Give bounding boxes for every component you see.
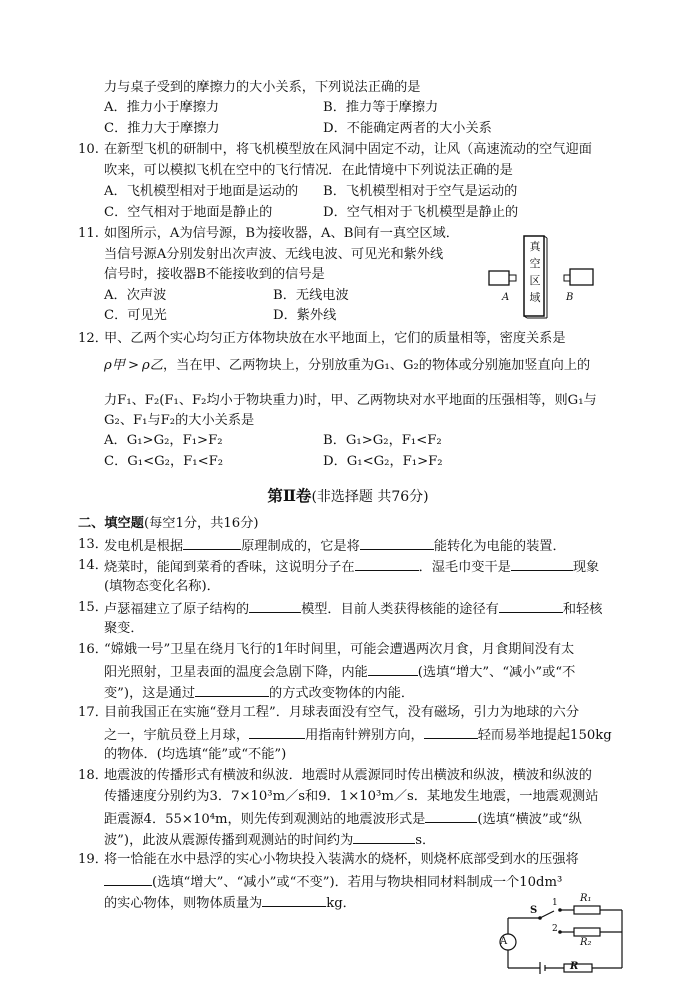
q19-number: 19． (78, 852, 108, 867)
q16-text-c: 变”)，这是通过 (104, 686, 196, 701)
q13-text-c: 能转化为电能的装置． (433, 539, 566, 554)
q14-text-c: 现象 (572, 560, 600, 575)
q10-option-b: B．飞机模型相对于空气是运动的 (323, 184, 518, 199)
signal-source-label: A (502, 292, 510, 303)
q18-text-a: 距震源4．55×10⁴m，则先传到观测站的地震波形式是 (104, 812, 426, 827)
q12-option-d: D．G₁<G₂，F₁>F₂ (323, 454, 443, 469)
q14-text-a: 烧菜时，能闻到菜肴的香味，这说明分子在 (104, 560, 355, 575)
q13-text-a: 发电机是根据 (104, 539, 184, 554)
q10-stem-line2: 吹来，可以模拟飞机在空中的飞行情况．在此情境中下列说法正确的是 (104, 163, 513, 178)
q17-line2 (104, 725, 612, 745)
q17-line1: 目前我国正在实施“登月工程”．月球表面没有空气，没有磁场，引力为地球的六分 (104, 705, 580, 720)
q18-text-d: s． (415, 833, 436, 848)
q11-option-a: A．次声波 (104, 288, 167, 303)
q13-line (104, 536, 566, 556)
q13-text-b: 原理制成的，它是将 (241, 539, 360, 554)
q11-stem-line1: 如图所示，A为信号源，B为接收器，A、B间有一真空区域． (104, 226, 459, 241)
q17-blank-1[interactable] (249, 725, 305, 739)
q12-number: 12． (78, 331, 108, 346)
q15-number: 15． (78, 600, 108, 615)
q11-option-d: D．紫外线 (273, 308, 337, 323)
q19-blank-1[interactable] (104, 872, 152, 886)
q13-blank-1[interactable] (183, 536, 241, 550)
q11-option-b: B．无线电波 (273, 288, 349, 303)
q16-text-a: 阳光照射，卫星表面的温度会急剧下降，内能 (104, 665, 368, 680)
q12-stem-line2-text: ，当在甲、乙两物块上，分别放重为G₁、G₂的物体或分别施加竖直向上的 (162, 358, 591, 373)
r-label: R (570, 961, 579, 972)
q9-option-c: C．推力大于摩擦力 (104, 121, 220, 136)
q18-line1: 地震波的传播形式有横波和纵波．地震时从震源同时传出横波和纵波，横波和纵波的 (104, 768, 592, 783)
q12-option-c: C．G₁<G₂，F₁<F₂ (104, 454, 224, 469)
q14-text-b: ．湿毛巾变干是 (418, 560, 511, 575)
q15-text-c: 和轻核 (562, 602, 603, 617)
q14-blank-1[interactable] (355, 557, 419, 571)
q16-line1: “嫦娥一号”卫星在绕月飞行的1年时间里，可能会遭遇两次月食，月食期间没有太 (104, 642, 575, 657)
q12-option-a: A．G₁>G₂，F₁>F₂ (104, 433, 223, 448)
q12-stem-line3: 力F₁、F₂(F₁、F₂均小于物块重力)时，甲、乙两物块对水平地面的压强相等，则G₁与 (104, 393, 597, 408)
q19-text-c: kg． (326, 896, 356, 911)
q19-line3 (104, 893, 356, 913)
q18-text-c: 波”)，此波从震源传播到观测站的时间约为 (104, 833, 354, 848)
q18-line2: 传播速度分别约为3．7×10³m／s和9．1×10³m／s．某地发生地震，一地震观测站 (104, 789, 599, 804)
vacuum-region-figure (488, 232, 604, 320)
q19-text-a: (选填“增大”、“减小”或“不变”)．若用与物块相同材料制成一个10dm³ (152, 875, 563, 890)
q11-number: 11. (78, 226, 99, 241)
q19-line2 (104, 872, 562, 892)
q13-blank-2[interactable] (360, 536, 434, 550)
section2-heading-title: 二、填空题 (78, 516, 144, 531)
q15-text-b: 模型．目前人类获得核能的途径有 (301, 602, 499, 617)
q16-blank-2[interactable] (195, 683, 269, 697)
terminal-1-label: 1 (552, 898, 558, 908)
q14-blank-2[interactable] (511, 557, 573, 571)
q18-line4 (104, 830, 435, 850)
greater-than: > (127, 358, 140, 373)
q15-blank-2[interactable] (499, 599, 563, 613)
q14-line1 (104, 557, 599, 577)
q17-number: 17． (78, 705, 108, 720)
part2-title (0, 484, 696, 506)
terminal-2-label: 2 (552, 924, 558, 934)
q9-option-d: D．不能确定两者的大小关系 (323, 121, 492, 136)
q10-number: 10. (78, 142, 99, 157)
q16-line2 (104, 662, 575, 682)
ammeter-label: A (500, 936, 508, 947)
switch-label: S (530, 905, 538, 916)
q17-text-c: 轻而易举地提起150kg (477, 728, 612, 743)
q18-number: 18． (78, 768, 108, 783)
q9-stem-tail: 力与桌子受到的摩擦力的大小关系，下列说法正确的是 (104, 80, 421, 95)
q15-text-a: 卢瑟福建立了原子结构的 (104, 602, 250, 617)
q18-blank-1[interactable] (425, 809, 477, 823)
q17-line3: 的物体．(均选填“能”或“不能”) (104, 747, 287, 762)
q16-number: 16． (78, 642, 108, 657)
q9-option-a: A．推力小于摩擦力 (104, 100, 220, 115)
part2-title-main: 第Ⅱ卷 (267, 486, 312, 505)
q15-line2: 聚变． (104, 621, 144, 636)
q10-stem-line1: 在新型飞机的研制中，将飞机模型放在风洞中固定不动，让风（高速流动的空气迎面 (104, 142, 592, 157)
r1-label: R₁ (580, 893, 592, 904)
q17-text-a: 之一，宇航员登上月球， (104, 728, 250, 743)
q10-option-c: C．空气相对于地面是静止的 (104, 205, 273, 220)
section2-heading (78, 515, 259, 533)
q19-blank-2[interactable] (262, 893, 326, 907)
q13-number: 13． (78, 537, 108, 552)
q19-text-b: 的实心物体，则物体质量为 (104, 896, 263, 911)
q17-blank-2[interactable] (424, 725, 478, 739)
q10-option-d: D．空气相对于飞机模型是静止的 (323, 205, 519, 220)
rho-yi: ρ乙 (142, 358, 163, 373)
q18-text-b: (选填“横波”或“纵 (477, 812, 582, 827)
circuit-diagram (496, 893, 636, 978)
q15-blank-1[interactable] (249, 599, 301, 613)
q18-blank-2[interactable] (353, 830, 415, 844)
q18-line3 (104, 809, 582, 829)
q17-text-b: 用指南针辨别方向， (305, 728, 424, 743)
q12-option-b: B．G₁>G₂，F₁<F₂ (323, 433, 442, 448)
q12-stem-line1: 甲、乙两个实心均匀正方体物块放在水平地面上，它们的质量相等，密度关系是 (104, 331, 566, 346)
r2-label: R₂ (580, 937, 592, 948)
vacuum-region-label: 真空区域 (529, 240, 541, 304)
q19-line1: 将一恰能在水中悬浮的实心小物块投入装满水的烧杯，则烧杯底部受到水的压强将 (104, 852, 579, 867)
q11-stem-line3: 信号时，接收器B不能接收到的信号是 (104, 267, 325, 282)
q14-line2: (填物态变化名称)． (104, 579, 220, 594)
q15-line1 (104, 599, 602, 619)
q11-option-c: C．可见光 (104, 308, 167, 323)
section2-heading-note: (每空1分，共16分) (143, 516, 259, 531)
q10-option-a: A．飞机模型相对于地面是运动的 (104, 184, 299, 199)
q11-stem-line2: 当信号源A分别发射出次声波、无线电波、可见光和紫外线 (104, 247, 444, 262)
q12-stem-line2 (104, 357, 590, 375)
receiver-label: B (566, 292, 574, 303)
q9-option-b: B．推力等于摩擦力 (323, 100, 439, 115)
part2-subtitle: (非选择题 共76分) (311, 489, 429, 505)
q16-blank-1[interactable] (368, 662, 418, 676)
q14-number: 14． (78, 558, 108, 573)
rho-jia: ρ甲 (104, 358, 125, 373)
q12-stem-line4: G₂、F₁与F₂的大小关系是 (104, 413, 255, 428)
q16-line3 (104, 683, 414, 703)
q16-text-d: 的方式改变物体的内能． (269, 686, 415, 701)
q16-text-b: (选填“增大”、“减小”或“不 (417, 665, 576, 680)
